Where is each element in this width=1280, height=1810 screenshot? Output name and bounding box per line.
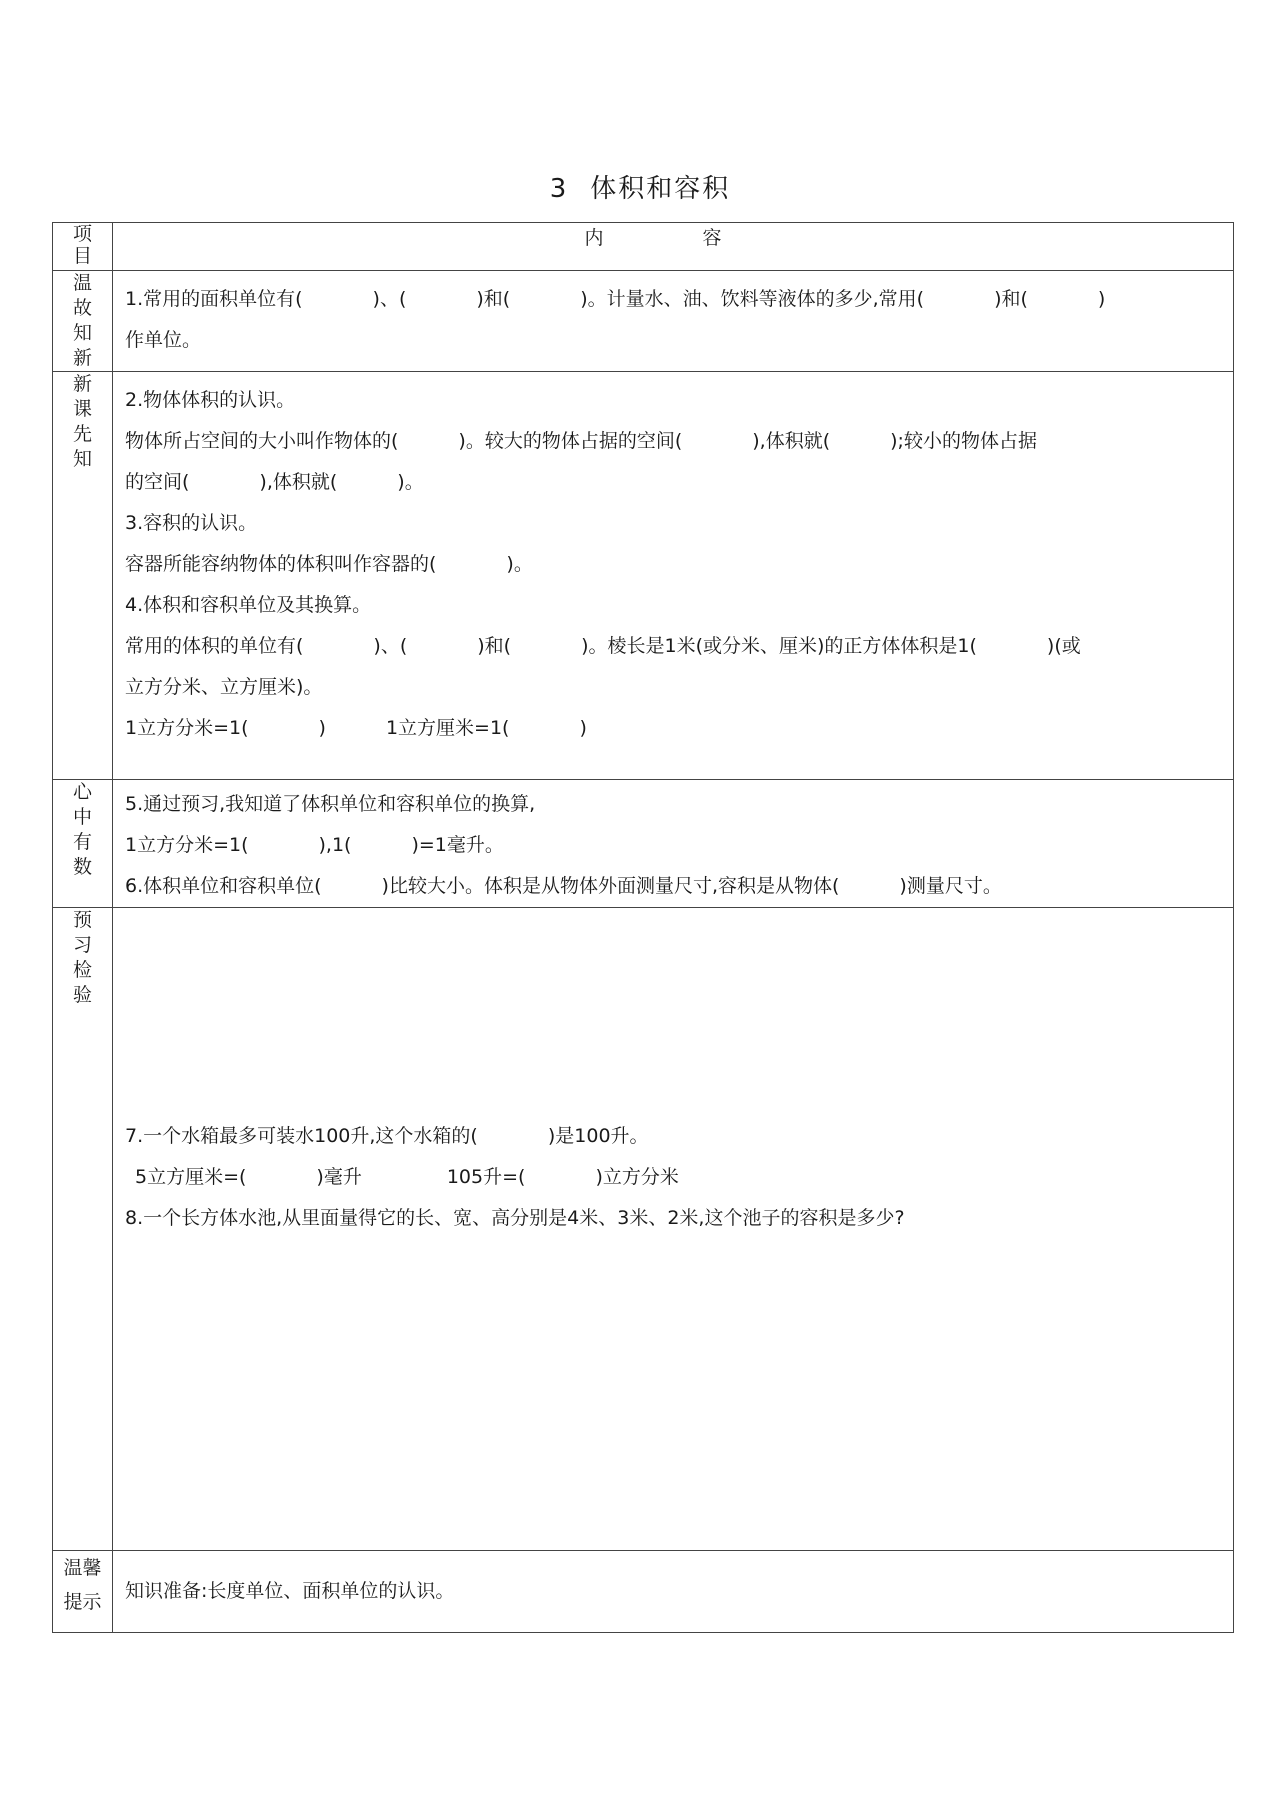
question-2-line-2: 的空间( ),体积就( )。 [125, 471, 424, 493]
category-review: 温故知新 [53, 271, 113, 372]
header-item: 项目 [53, 223, 113, 271]
preview-check-content [113, 908, 1234, 1551]
question-4-line-3: 1立方分米=1( ) 1立方厘米=1( ) [125, 717, 587, 739]
question-5-heading: 5.通过预习,我知道了体积单位和容积单位的换算, [125, 793, 536, 815]
review-content [113, 271, 1234, 372]
question-4-line-1: 常用的体积的单位有( )、( )和( )。棱长是1米(或分米、厘米)的正方体体积是1( )(或 [125, 635, 1081, 657]
question-7-line-1: 7.一个水箱最多可装水100升,这个水箱的( )是100升。 [125, 1125, 649, 1147]
question-2-heading: 2.物体体积的认识。 [125, 389, 296, 411]
question-1-line-1: 1.常用的面积单位有( )、( )和( )。计量水、油、饮料等液体的多少,常用( )和( ) [125, 288, 1106, 310]
question-1-line-2: 作单位。 [125, 329, 202, 351]
category-summary: 心中有数 [53, 780, 113, 908]
question-8-answer-area[interactable] [125, 1239, 1223, 1539]
lesson-number: 3 [549, 174, 569, 204]
summary-content [113, 780, 1234, 908]
tips-line: 知识准备:长度单位、面积单位的认识。 [125, 1580, 455, 1602]
question-8-line-1: 8.一个长方体水池,从里面量得它的长、宽、高分别是4米、3米、2米,这个池子的容积是多少? [125, 1207, 905, 1229]
category-new-lesson: 新课先知 [53, 372, 113, 780]
tips-content [113, 1551, 1234, 1633]
preview-worksheet-table [52, 222, 1234, 1633]
question-7-line-2: 5立方厘米=( )毫升 105升=( )立方分米 [135, 1166, 679, 1188]
question-3-line-1: 容器所能容纳物体的体积叫作容器的( )。 [125, 553, 533, 575]
category-tips: 温馨提示 [53, 1551, 113, 1633]
question-3-heading: 3.容积的认识。 [125, 512, 258, 534]
new-lesson-content [113, 372, 1234, 780]
category-preview-check: 预习检验 [53, 908, 113, 1551]
question-6-line-1: 6.体积单位和容积单位( )比较大小。体积是从物体外面测量尺寸,容积是从物体( )测量尺寸。 [125, 875, 1002, 897]
question-2-line-1: 物体所占空间的大小叫作物体的( )。较大的物体占据的空间( ),体积就( );较小的物体占据 [125, 430, 1037, 452]
question-4-heading: 4.体积和容积单位及其换算。 [125, 594, 372, 616]
header-content: 内 容 [113, 223, 1234, 271]
lesson-title: 体积和容积 [590, 174, 731, 204]
page-title [0, 168, 1280, 205]
question-4-line-2: 立方分米、立方厘米)。 [125, 676, 323, 698]
question-5-line-1: 1立方分米=1( ),1( )=1毫升。 [125, 834, 504, 856]
